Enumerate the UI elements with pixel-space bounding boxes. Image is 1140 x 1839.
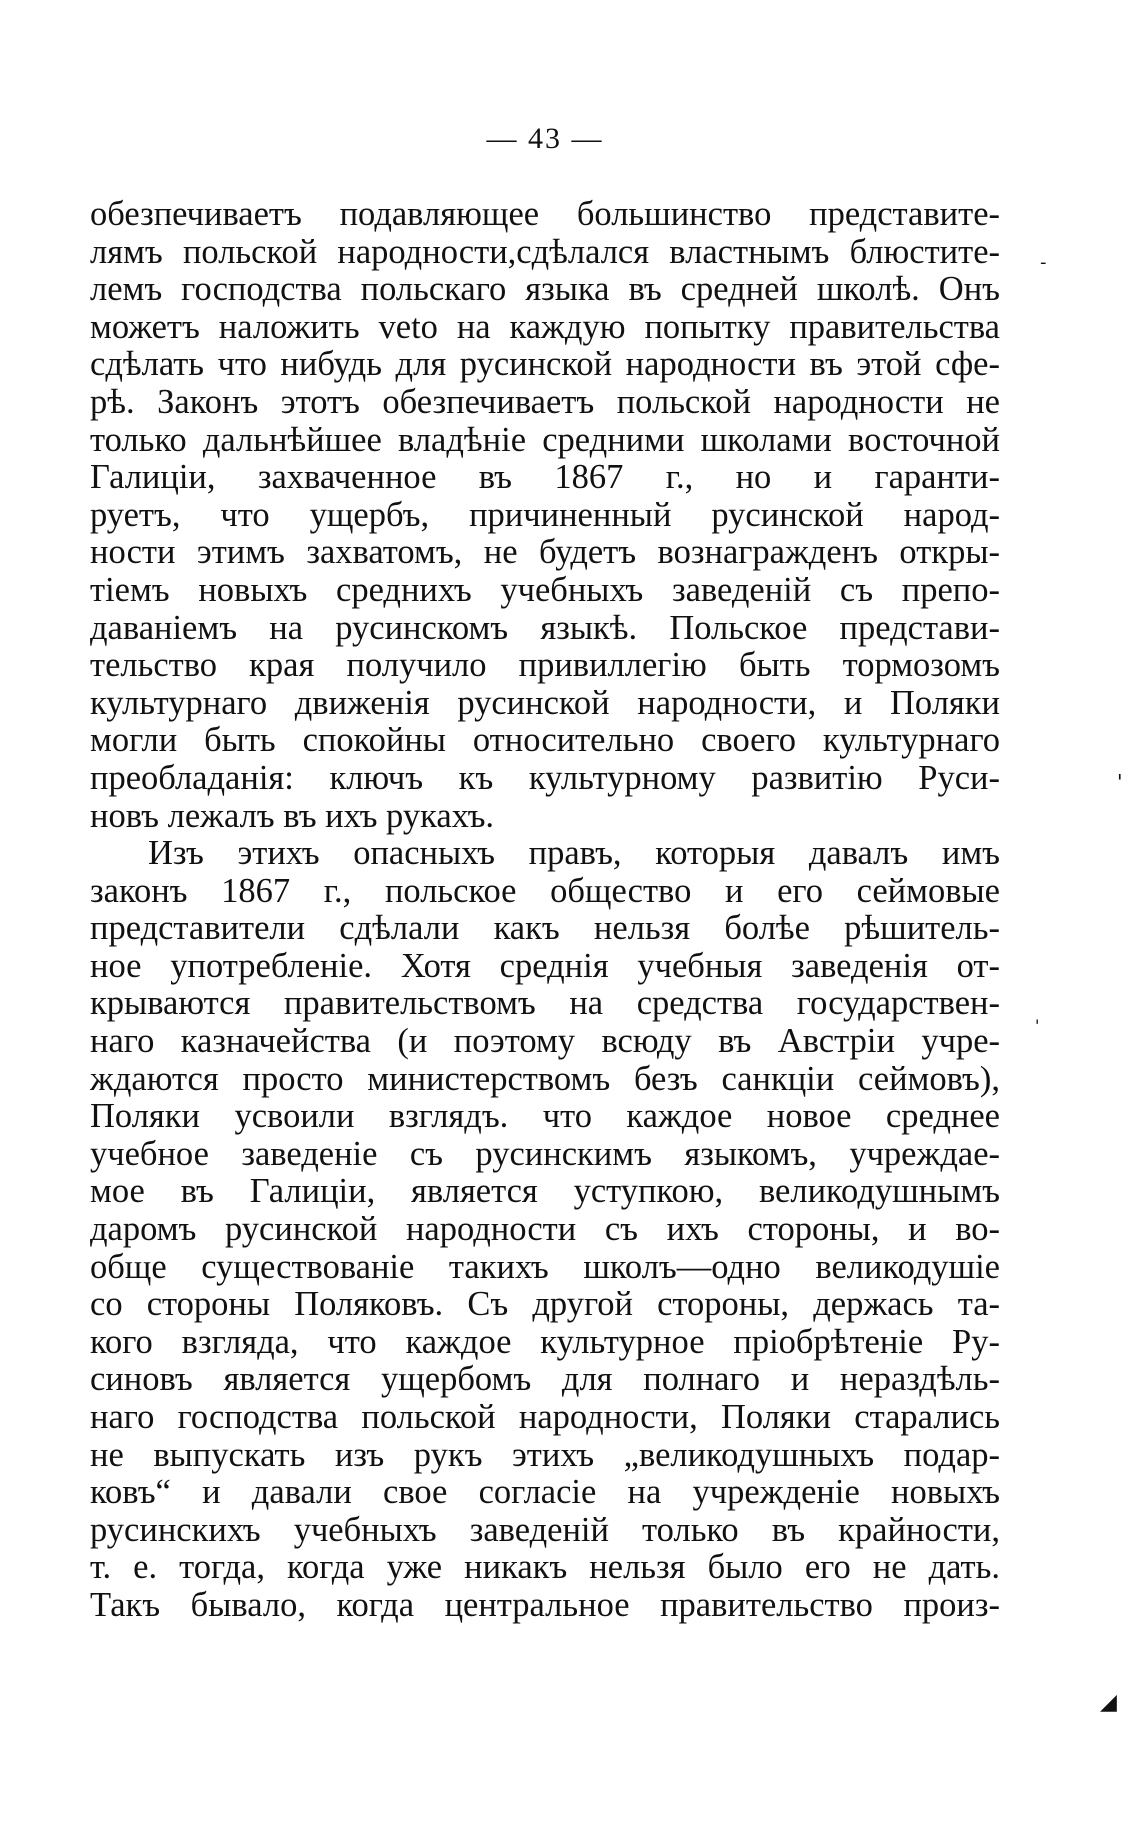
text-line: мое въ Галиціи, является уступкою, великодушнымъ xyxy=(90,1172,1000,1211)
text-line: даваніемъ на русинскомъ языкѣ. Польское представи- xyxy=(90,608,1000,647)
margin-mark: ◢ xyxy=(1100,1690,1117,1715)
text-line: ности этимъ захватомъ, не будетъ вознагражденъ откры- xyxy=(90,533,1000,572)
body-text xyxy=(90,196,1000,1625)
text-line: даромъ русинской народности съ ихъ стороны, и во- xyxy=(90,1210,1000,1249)
margin-mark: - xyxy=(1040,252,1047,273)
text-line: ное употребленіе. Хотя среднія учебныя заведенія от- xyxy=(90,946,1000,985)
text-line: ждаются просто министерствомъ безъ санкціи сеймовъ), xyxy=(90,1059,1000,1098)
text-line: тіемъ новыхъ среднихъ учебныхъ заведеній съ препо- xyxy=(90,570,1000,609)
text-line: Поляки усвоили взглядъ. что каждое новое среднее xyxy=(90,1097,1000,1136)
text-line: тельство края получило привиллегію быть тормозомъ xyxy=(90,646,1000,685)
document-page xyxy=(90,0,1000,1839)
text-line: обще существованіе такихъ школъ—одно великодушіе xyxy=(90,1247,1000,1286)
text-line: обезпечиваетъ подавляющее большинство представите- xyxy=(90,195,1000,233)
text-line: русинскихъ учебныхъ заведеній только въ крайности, xyxy=(90,1510,1000,1549)
text-line: крываются правительствомъ на средства государствен- xyxy=(90,984,1000,1023)
text-line: учебное заведеніе съ русинскимъ языкомъ, учреждае- xyxy=(90,1134,1000,1173)
page-number: — 43 — xyxy=(486,122,604,155)
text-line-paragraph-start: Изъ этихъ опасныхъ правъ, которыя давалъ имъ xyxy=(148,834,1000,873)
text-line: лемъ господства польскаго языка въ средней школѣ. Онъ xyxy=(90,270,1000,309)
text-line: ковъ“ и давали свое согласіе на учрежденіе новыхъ xyxy=(90,1473,1000,1512)
text-line: сдѣлать что нибудь для русинской народности въ этой сфе- xyxy=(90,345,1000,384)
text-line: преобладанія: ключъ къ культурному развитію Руси- xyxy=(90,758,1000,797)
text-line: не выпускать изъ рукъ этихъ „великодушныхъ подар- xyxy=(90,1435,1000,1474)
text-line: руетъ, что ущербъ, причиненный русинской народ- xyxy=(90,495,1000,534)
text-line: наго господства польской народности, Поляки старались xyxy=(90,1398,1000,1436)
text-line-paragraph-end: новъ лежалъ въ ихъ рукахъ. xyxy=(90,796,495,835)
text-line: Такъ бывало, когда центральное правительство произ- xyxy=(90,1585,1000,1624)
text-line: наго казначейства (и поэтому всюду въ Австріи учре- xyxy=(90,1022,1000,1061)
text-line: Галиціи, захваченное въ 1867 г., но и гаранти- xyxy=(90,458,1000,497)
text-line: синовъ является ущербомъ для полнаго и нераздѣль- xyxy=(90,1360,1000,1399)
text-line: со стороны Поляковъ. Съ другой стороны, держась та- xyxy=(90,1285,1000,1324)
margin-mark: ' xyxy=(1117,770,1123,794)
text-line: могли быть спокойны относительно своего культурнаго xyxy=(90,721,1000,760)
text-line: законъ 1867 г., польское общество и его сеймовые xyxy=(90,871,1000,910)
text-line: т. е. тогда, когда уже никакъ нельзя было его не дать. xyxy=(90,1548,1000,1587)
text-line: можетъ наложить veto на каждую попытку правительства xyxy=(90,307,1000,346)
text-line: рѣ. Законъ этотъ обезпечиваетъ польской народности не xyxy=(90,382,1000,421)
text-line: культурнаго движенія русинской народности, и Поляки xyxy=(90,683,1000,722)
text-line: кого взгляда, что каждое культурное пріобрѣтеніе Ру- xyxy=(90,1322,1000,1361)
margin-mark: ' xyxy=(1035,1016,1040,1035)
text-line: представители сдѣлали какъ нельзя болѣе рѣшитель- xyxy=(90,909,1000,948)
text-line: только дальнѣйшее владѣніе средними школами восточной xyxy=(90,420,1000,459)
text-line: лямъ польской народности,сдѣлался властнымъ блюстите- xyxy=(90,232,1000,271)
